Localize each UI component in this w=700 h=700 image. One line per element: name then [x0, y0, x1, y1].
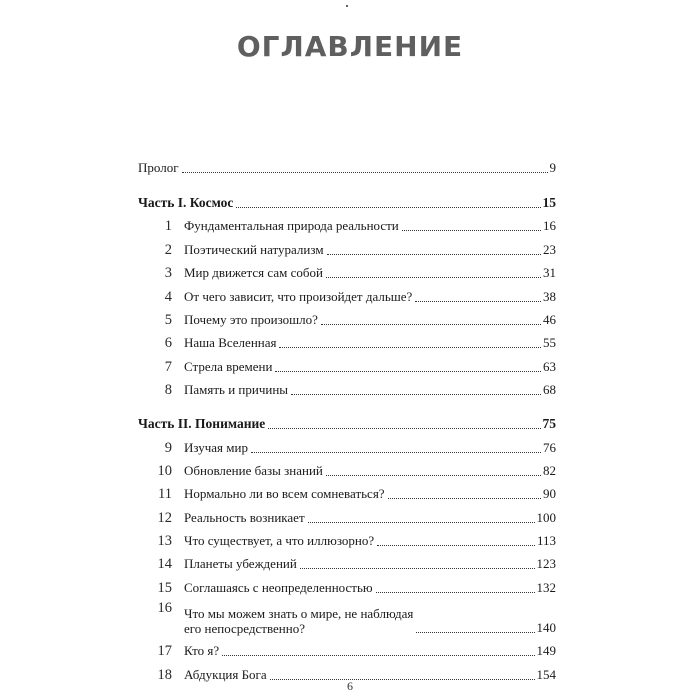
chapter-number: 7	[164, 358, 172, 375]
chapter-page: 76	[543, 439, 556, 455]
dot-leader	[182, 172, 548, 173]
toc-chapter[interactable]	[138, 375, 556, 398]
dot-leader	[308, 522, 535, 523]
chapter-title: Наша Вселенная	[184, 335, 277, 351]
toc-chapter[interactable]	[138, 432, 556, 455]
dot-leader	[321, 324, 541, 325]
toc-chapter[interactable]	[138, 526, 556, 549]
chapter-page: 46	[543, 311, 556, 327]
dot-leader	[388, 498, 541, 499]
dot-leader	[300, 568, 535, 569]
chapter-number: 2	[164, 241, 172, 258]
toc-chapter[interactable]	[138, 328, 556, 351]
page-title: ОГЛАВЛЕНИЕ	[236, 30, 464, 63]
toc-chapter[interactable]	[138, 479, 556, 502]
dot-leader	[268, 428, 540, 429]
dot-leader	[251, 452, 541, 453]
chapter-page: 55	[543, 335, 556, 351]
chapter-page: 113	[536, 533, 556, 549]
chapter-title: Планеты убеждений	[184, 556, 297, 572]
section-gap	[138, 176, 556, 187]
chapter-page: 90	[543, 486, 556, 502]
chapter-number: 15	[157, 579, 172, 596]
dot-leader	[291, 394, 541, 395]
chapter-title: Почему это произошло?	[184, 311, 318, 327]
chapter-number: 14	[157, 556, 172, 573]
chapter-title: Соглашаясь с неопределенностью	[184, 579, 373, 595]
section-gap	[138, 398, 556, 410]
dot-leader	[326, 475, 541, 476]
chapter-number: 4	[164, 288, 172, 305]
toc-entry-title: Пролог	[138, 160, 179, 175]
chapter-page: 140	[536, 619, 556, 635]
toc-part-page: 15	[542, 195, 556, 210]
chapter-title: От чего зависит, что произойдет дальше?	[184, 288, 413, 304]
chapter-title: Кто я?	[184, 643, 220, 659]
dot-leader	[402, 230, 541, 231]
toc-part-title: Часть I. Космос	[138, 195, 234, 210]
dot-leader	[327, 254, 541, 255]
toc-chapter[interactable]	[138, 596, 556, 636]
chapter-number: 3	[164, 265, 172, 282]
toc-chapter[interactable]	[138, 234, 556, 257]
chapter-number: 9	[164, 439, 172, 456]
toc-part-1[interactable]	[138, 187, 556, 211]
chapter-title: Фундаментальная природа реальности	[184, 218, 399, 234]
toc-chapter[interactable]	[138, 502, 556, 525]
toc-entry-prologue[interactable]	[138, 152, 556, 176]
page-number: 6	[347, 679, 353, 693]
dot-leader	[222, 655, 534, 656]
chapter-title: Изучая мир	[184, 439, 248, 455]
chapter-title: Что существует, а что иллюзорно?	[184, 533, 375, 549]
chapter-title: Мир движется сам собой	[184, 265, 323, 281]
chapter-title: Память и причины	[184, 382, 289, 398]
chapter-title-line-1: Что мы можем знать о мире, не наблюдая	[184, 605, 414, 621]
chapter-page: 23	[543, 241, 556, 257]
chapter-number: 1	[164, 218, 172, 235]
print-speck	[346, 5, 348, 7]
toc-part-title: Часть II. Понимание	[138, 416, 266, 432]
dot-leader	[415, 301, 541, 302]
toc-chapter[interactable]	[138, 258, 556, 281]
chapter-page: 82	[543, 462, 556, 478]
chapter-page: 149	[536, 643, 556, 659]
toc-chapter[interactable]	[138, 549, 556, 572]
chapter-number: 13	[157, 533, 172, 550]
toc-chapter[interactable]	[138, 281, 556, 304]
chapter-page: 16	[543, 218, 556, 234]
chapter-title: Стрела времени	[184, 358, 273, 374]
chapter-number: 12	[157, 509, 172, 526]
chapter-number: 6	[164, 335, 172, 352]
toc-chapter[interactable]	[138, 572, 556, 595]
chapter-number: 10	[157, 462, 172, 479]
toc-chapter[interactable]	[138, 636, 556, 659]
chapter-page: 31	[543, 265, 556, 281]
chapter-number: 18	[157, 666, 172, 683]
chapter-title	[184, 606, 413, 636]
toc-entry-page: 9	[549, 160, 556, 175]
toc-chapter[interactable]	[138, 211, 556, 234]
dot-leader	[377, 545, 535, 546]
chapter-title: Поэтический натурализм	[184, 241, 324, 257]
chapter-number: 16	[157, 599, 172, 616]
chapter-number: 5	[164, 311, 172, 328]
chapter-number: 17	[157, 643, 172, 660]
toc-chapter[interactable]	[138, 456, 556, 479]
chapter-page: 68	[543, 382, 556, 398]
dot-leader	[326, 277, 541, 278]
toc-chapter[interactable]	[138, 351, 556, 374]
chapter-page: 123	[536, 556, 556, 572]
chapter-title: Реальность возникает	[184, 509, 305, 525]
chapter-title-line-2: его непосредственно?	[184, 620, 305, 636]
toc-part-2[interactable]	[138, 410, 556, 432]
chapter-title: Обновление базы знаний	[184, 462, 323, 478]
chapter-title: Нормально ли во всем сомневаться?	[184, 486, 385, 502]
toc-chapter[interactable]	[138, 305, 556, 328]
chapter-page: 132	[536, 579, 556, 595]
dot-leader	[279, 347, 541, 348]
chapter-page: 100	[536, 509, 556, 525]
dot-leader	[416, 632, 534, 633]
chapter-page: 154	[536, 666, 556, 682]
dot-leader	[275, 371, 541, 372]
chapter-title: Абдукция Бога	[184, 666, 267, 682]
toc-part-page: 75	[542, 416, 556, 432]
chapter-number: 8	[164, 382, 172, 399]
table-of-contents	[138, 152, 556, 683]
chapter-page: 63	[543, 358, 556, 374]
chapter-number: 11	[158, 486, 172, 503]
chapter-page: 38	[543, 288, 556, 304]
dot-leader	[236, 207, 540, 208]
dot-leader	[376, 592, 535, 593]
